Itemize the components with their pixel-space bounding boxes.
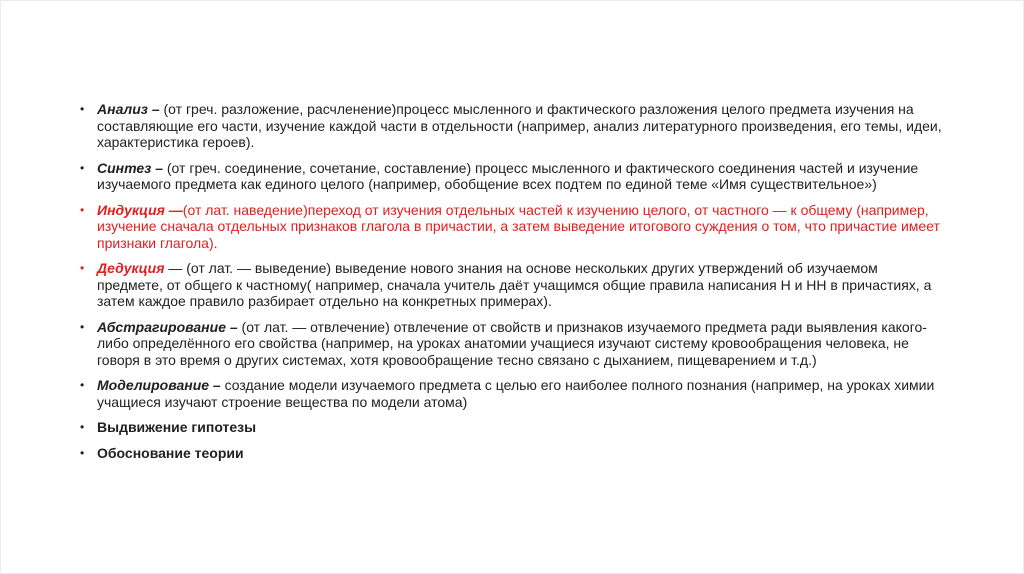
list-item bbox=[79, 377, 947, 410]
bullet-marker: • bbox=[80, 378, 85, 392]
list-item-text bbox=[97, 419, 947, 436]
definition-text: (от лат. наведение)переход от изучения отдельных частей к изучению целого, от частного — к общему (например, изучение сначала отдельных признаков глагола в причастии, а затем выведение итогового суждения о том, что причастие имеет признаки глагола). bbox=[97, 201, 940, 251]
term-label: Абстрагирование – bbox=[97, 318, 238, 335]
list-item bbox=[79, 202, 947, 252]
list-item-text bbox=[97, 101, 947, 151]
term-label: Моделирование – bbox=[97, 377, 221, 393]
list-item bbox=[79, 101, 947, 151]
list-item bbox=[79, 419, 947, 436]
bullet-marker: • bbox=[80, 160, 85, 175]
definition-text: (от лат. — отвлечение) отвлечение от свойств и признаков изучаемого предмета ради выявления какого-либо определённого его свойства (например, на уроках анатомии учащиеся изучают систему кровообращения человека, не говоря в это время о других системах, хотя кровообращение тесно связано с дыханием, пищеварением и т.д.) bbox=[97, 318, 927, 368]
term-label: Дедукция bbox=[97, 260, 165, 276]
bullet-marker: • bbox=[80, 202, 85, 217]
term-label: Обоснование теории bbox=[97, 444, 244, 461]
definition-text: — (от лат. — выведение) выведение нового знания на основе нескольких других утверждений об изучаемом предмете, от общего к частному( например, сначала учитель даёт учащимся общие правила написания Н и НН в причастиях, а затем каждое правило разбирает отдельно на конкретных примерах). bbox=[97, 260, 932, 309]
bullet-list bbox=[79, 101, 947, 461]
bullet-marker: • bbox=[80, 261, 85, 275]
bullet-marker: • bbox=[80, 102, 85, 116]
definition-text: (от греч. разложение, расчленение)процесс мысленного и фактического разложения целого предмета изучения на составляющие его части, изучение каждой части в отдельности (например, анализ литературного произведения, его темы, идеи, характеристика героев). bbox=[97, 101, 942, 150]
list-item-text bbox=[97, 319, 947, 369]
term-label: Анализ – bbox=[97, 101, 160, 117]
bullet-marker: • bbox=[80, 445, 85, 460]
bullet-marker: • bbox=[80, 319, 85, 334]
list-item bbox=[79, 160, 947, 193]
bullet-marker: • bbox=[80, 420, 85, 434]
list-item-text bbox=[97, 260, 947, 310]
definition-text: создание модели изучаемого предмета с целью его наиболее полного познания (например, на уроках химии учащиеся изучают строение вещества по модели атома) bbox=[97, 377, 935, 410]
term-label: Выдвижение гипотезы bbox=[97, 419, 257, 435]
list-item bbox=[79, 445, 947, 462]
list-item bbox=[79, 319, 947, 369]
list-item-text bbox=[97, 377, 947, 410]
list-item-text bbox=[97, 160, 947, 193]
list-item-text bbox=[97, 202, 947, 252]
list-item-text bbox=[97, 445, 947, 462]
definition-text: (от греч. соединение, сочетание, составление) процесс мысленного и фактического соединения частей и изучение изучаемого предмета как единого целого (например, обобщение всех подтем по единой теме «Имя существительное») bbox=[97, 159, 919, 192]
list-item bbox=[79, 260, 947, 310]
term-label: Синтез – bbox=[97, 159, 163, 176]
term-label: Индукция — bbox=[97, 201, 183, 218]
